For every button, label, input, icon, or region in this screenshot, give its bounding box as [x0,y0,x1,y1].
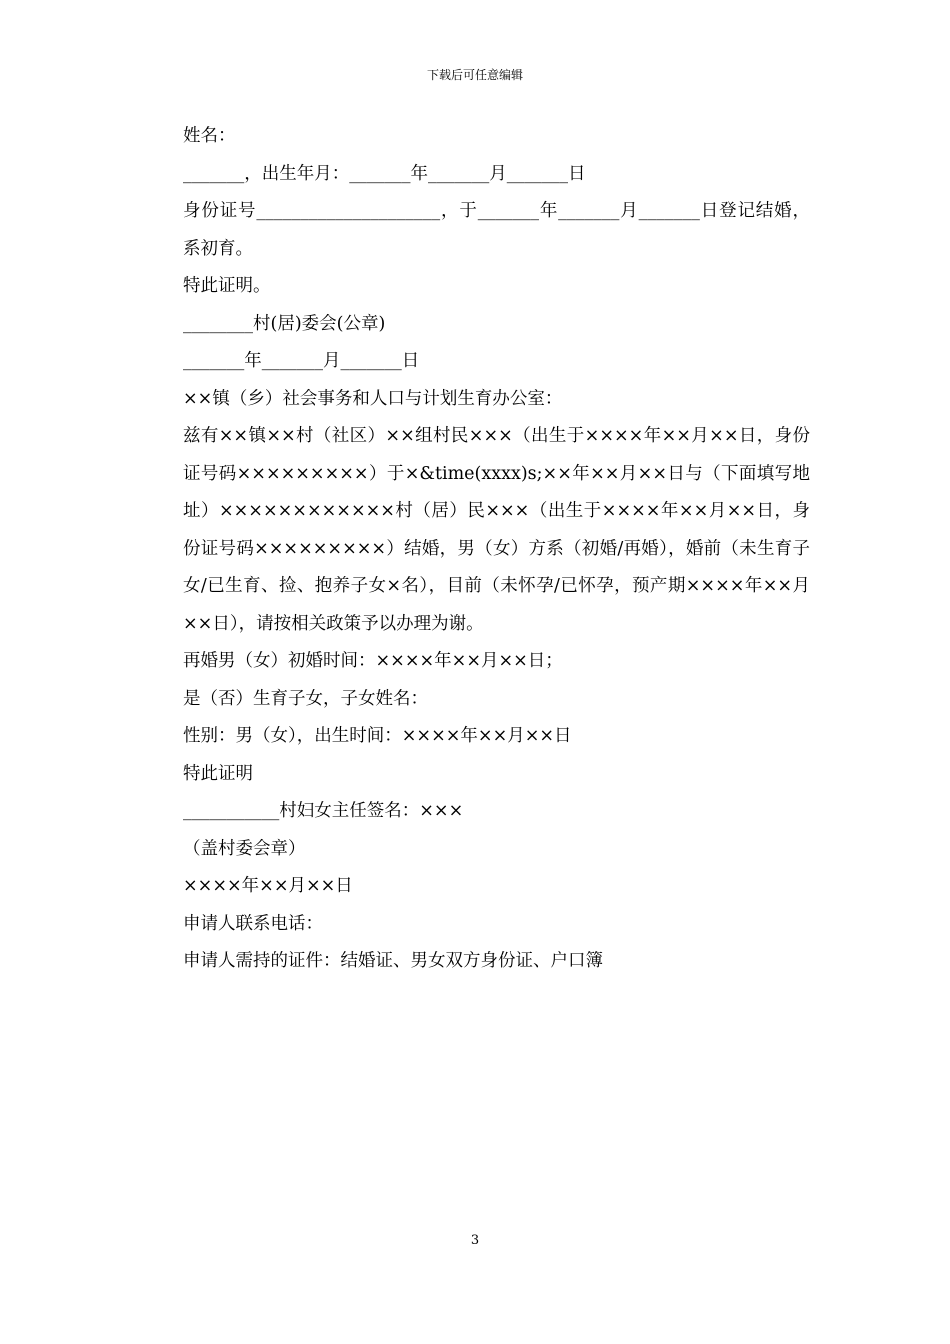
committee-seal-line: ________村(居)委会(公章) [183,313,386,334]
certify-line-2: 特此证明 [183,763,253,784]
required-documents-line: 申请人需持的证件：结婚证、男女双方身份证、户口簿 [183,951,603,971]
seal-note-line: （盖村委会章） [183,838,306,859]
certify-line: 特此证明。 [183,276,271,296]
id-marriage-paragraph: 身份证号_____________________，于_______年_______月_______日登记结婚，系初育。 [183,201,810,259]
children-line: 是（否）生育子女，子女姓名： [183,688,428,709]
name-line: 姓名： [183,126,236,146]
main-paragraph: 兹有××镇××村（社区）××组村民×××（出生于××××年××月××日，身份证号码×××××××××）于×&time(xxxx)s;××年××月××日与（下面填写地址）××××××××××××村（居）民×××（出生于××××年××月××日，身份证号码×××××××××）结婚，男（女）方系（初婚/再婚），婚前（未生育子女/已生育、捡、抱养子女×名），目前（未怀孕/已怀孕，预产期××××年××月××日），请按相关政策予以办理为谢。 [183,426,810,634]
director-signature-line: ___________村妇女主任签名：××× [183,801,464,821]
applicant-phone-line: 申请人联系电话： [183,913,323,934]
addressee-line: ××镇（乡）社会事务和人口与计划生育办公室： [183,388,563,409]
date-line-2: ××××年××月××日 [183,876,353,896]
page-number: 3 [470,1233,480,1248]
page-header: 下载后可任意编辑 [426,68,523,82]
remarriage-line: 再婚男（女）初婚时间：××××年××月××日； [183,651,563,671]
date-line: _______年_______月_______日 [183,351,420,371]
birth-date-line: _______，出生年月：_______年_______月_______日 [183,163,586,184]
gender-birth-line: 性别：男（女），出生时间：××××年××月××日 [183,726,572,746]
document-body [146,118,810,981]
